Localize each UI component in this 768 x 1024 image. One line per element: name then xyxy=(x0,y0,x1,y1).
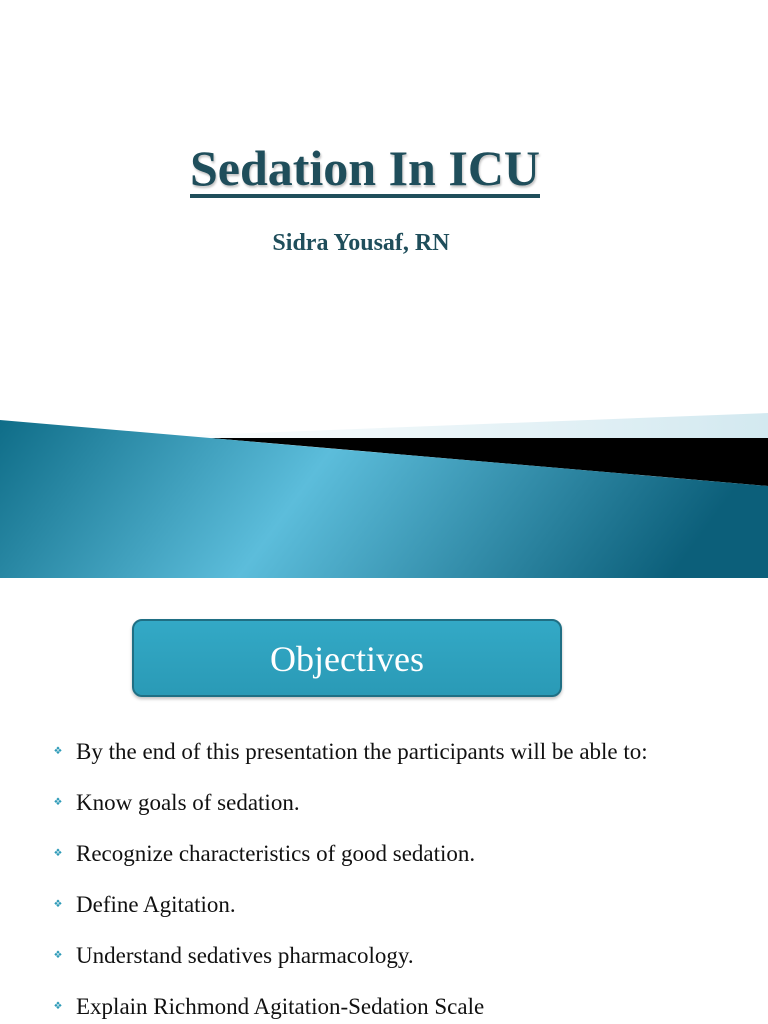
objectives-list xyxy=(52,726,648,1024)
diamond-bullet-icon: ❖ xyxy=(53,847,63,859)
objectives-heading: Objectives xyxy=(132,619,562,697)
diamond-bullet-icon: ❖ xyxy=(53,745,63,757)
diamond-bullet-icon: ❖ xyxy=(53,949,63,961)
diamond-bullet-icon: ❖ xyxy=(53,898,63,910)
list-item-text: Explain Richmond Agitation-Sedation Scale xyxy=(76,993,485,1019)
list-item-text: Recognize characteristics of good sedation. xyxy=(76,840,476,866)
list-item xyxy=(52,726,648,777)
diamond-bullet-icon: ❖ xyxy=(53,1000,63,1012)
slide-subtitle: Sidra Yousaf, RN xyxy=(272,230,450,256)
diamond-bullet-icon: ❖ xyxy=(53,796,63,808)
list-item-text: Define Agitation. xyxy=(76,891,236,917)
slide-title: Sedation In ICU xyxy=(189,140,541,196)
list-item xyxy=(52,777,648,828)
list-item-text: By the end of this presentation the participants will be able to: xyxy=(76,738,648,764)
list-item-text: Understand sedatives pharmacology. xyxy=(76,942,414,968)
list-item-text: Know goals of sedation. xyxy=(76,789,300,815)
list-item xyxy=(52,981,648,1024)
band-pale-stripe xyxy=(150,413,768,440)
list-item xyxy=(52,828,648,879)
list-item xyxy=(52,879,648,930)
objectives-slide xyxy=(0,578,768,1024)
list-item xyxy=(52,930,648,981)
